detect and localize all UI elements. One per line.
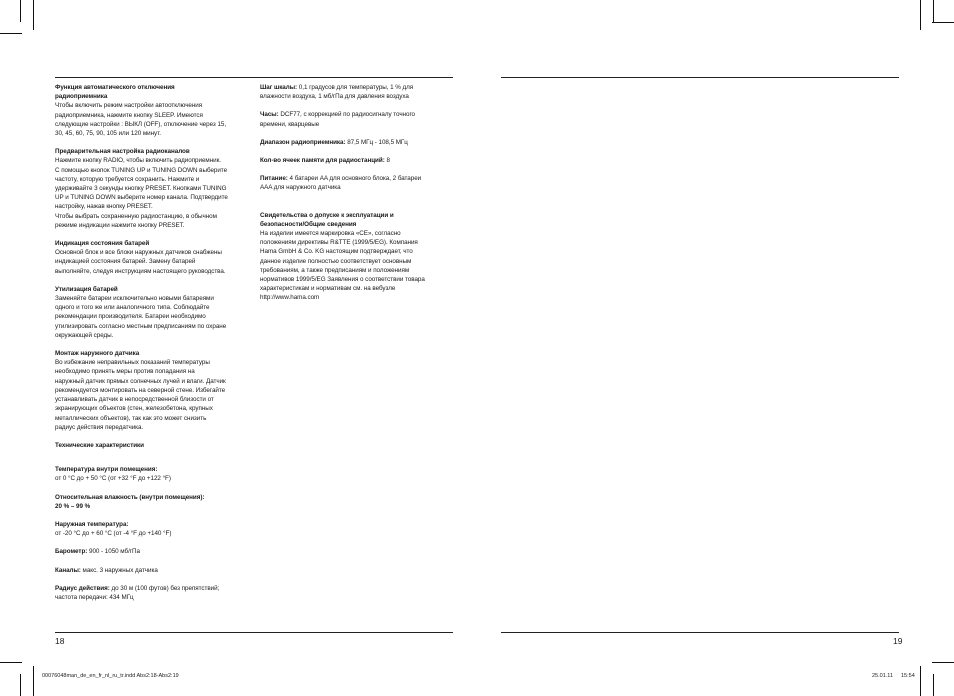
spec-label: Кол-во ячеек памяти для радиостанций:	[260, 157, 385, 165]
spec-power	[260, 174, 456, 192]
tech-section	[55, 441, 251, 450]
body-line: радиоприемника, нажмите кнопку SLEEP. Имеются	[55, 111, 203, 119]
spec-value: от -20 °C до + 60 °C (от -4 °F до +140 °F)	[55, 530, 172, 538]
body-line: металлических объектов), так как это может снизить	[55, 414, 207, 422]
spec-value: 4 батареи AA для основного блока, 2 батареи	[287, 175, 422, 183]
section-conformity	[260, 211, 456, 303]
section-title: Свидетельства о допуске к эксплуатации и	[260, 211, 394, 219]
body-line: утилизировать согласно местным предписаниям по охране	[55, 322, 227, 330]
body-line: Чтобы выбрать сохраненную радиостанцию, в обычном	[55, 212, 217, 220]
left-text-column	[55, 83, 251, 611]
spec-barometer	[55, 547, 251, 556]
body-line: На изделии имеется маркировка «CE», согласно	[260, 230, 401, 238]
spec-value: 900 - 1050 мб/гПа	[87, 548, 140, 556]
section-title: Монтаж наружного датчика	[55, 350, 140, 358]
spec-value: до 30 м (100 футов) без препятствий;	[109, 584, 220, 592]
crop-mark	[33, 666, 34, 696]
spec-value: 20 % – 99 %	[55, 502, 91, 510]
body-line: окружающей среды.	[55, 331, 114, 339]
spec-label: Радиус действия:	[55, 584, 110, 592]
body-line: нормативов 1999/5/EG Заявления о соответствии товара	[260, 276, 425, 284]
crop-mark	[933, 674, 934, 696]
spec-humidity	[55, 493, 251, 511]
header-rule-right	[501, 77, 899, 78]
spec-value: времени, кварцевые	[260, 120, 320, 128]
spec-value: 0,1 градусов для температуры, 1 % для	[297, 84, 414, 91]
spec-value: макс. 3 наружных датчика	[80, 566, 158, 574]
spec-label: Питание:	[260, 175, 288, 183]
body-line: наружный датчик прямых солнечных лучей и влаги. Датчик	[55, 377, 226, 385]
spec-value: частота передачи: 434 МГц	[55, 593, 134, 601]
spec-radio-band	[260, 138, 456, 147]
spec-value: AAA для наружного датчика	[260, 184, 341, 192]
body-line: одного и того же или аналогичного типа. Соблюдайте	[55, 304, 210, 312]
crop-mark	[932, 662, 954, 663]
page-number-left: 18	[55, 636, 65, 646]
body-line: режиме индикации нажмите кнопку PRESET.	[55, 221, 185, 229]
body-line: данное изделие полностью соответствует основным	[260, 257, 412, 265]
footer-rule-left	[55, 632, 453, 633]
body-line: рекомендации производителя. Батареи необходимо	[55, 313, 206, 321]
crop-mark	[933, 0, 934, 22]
crop-mark	[20, 674, 21, 696]
body-line: характеристикам и нормативам см. на вебузле	[260, 285, 396, 293]
body-line: требованиям, а также предписаниям и положениям	[260, 266, 410, 274]
section-title: Утилизация батарей	[55, 285, 118, 293]
body-line: положениям директивы R&TTE (1999/5/EG). Компания	[260, 239, 418, 247]
crop-mark	[920, 666, 921, 696]
spec-value: 8	[384, 157, 390, 165]
body-line: UP и TUNING DOWN выберите номер канала. Подтвердите	[55, 194, 228, 202]
spec-resolution	[260, 83, 456, 101]
body-line: следующие настройки : ВЫКЛ (OFF), отключение через 15,	[55, 120, 227, 128]
section-title: радиоприемника	[55, 93, 108, 101]
crop-mark	[932, 22, 954, 23]
body-line: необходимо принять меры против попадания на	[55, 368, 195, 376]
body-line: выполняйте, следуя инструкциям настоящего руководства.	[55, 267, 226, 275]
section-title: Функция автоматического отключения	[55, 84, 175, 91]
body-line: Основной блок и все блоки наружных датчиков снабжены	[55, 249, 222, 257]
page-number-right: 19	[893, 636, 903, 646]
crop-mark	[33, 0, 34, 30]
spec-label: Барометр:	[55, 548, 88, 556]
spec-label: Наружная температура:	[55, 520, 129, 528]
body-line: настройку, нажав кнопку PRESET.	[55, 203, 153, 211]
body-line: Hama GmbH & Co. KG настоящим подтверждает, что	[260, 248, 413, 256]
body-line: С помощью кнопок TUNING UP и TUNING DOWN выберите	[55, 166, 228, 174]
section-auto-off	[55, 83, 251, 138]
middle-text-column	[260, 83, 456, 312]
body-line: Во избежание неправильных показаний температуры	[55, 359, 210, 367]
section-title: Индикация состояния батарей	[55, 240, 150, 248]
spec-value: влажности воздуха, 1 мб/гПа для давления воздуха	[260, 93, 409, 101]
spec-value: 87,5 МГц - 108,5 МГц	[345, 138, 408, 146]
crop-mark	[920, 0, 921, 30]
body-line: Чтобы включить режим настройки автоотключения	[55, 102, 203, 110]
body-line: устанавливать датчик в непосредственной близости от	[55, 396, 214, 404]
section-battery-disposal	[55, 285, 251, 340]
body-line: 30, 45, 60, 75, 90, 105 или 120 минут.	[55, 130, 161, 138]
spec-memory-slots	[260, 156, 456, 165]
body-line: рекомендуется монтировать на северной стене. Избегайте	[55, 386, 226, 394]
body-line: Заменяйте батареи исключительно новыми батареями	[55, 295, 214, 303]
body-line: Нажмите кнопку RADIO, чтобы включить радиоприемник.	[55, 157, 222, 165]
crop-mark	[0, 33, 22, 34]
spec-value: от 0 °C до + 50 °C (от +32 °F до +122 °F)	[55, 475, 171, 483]
spec-value: DCF77, с коррекцией по радиосигналу точного	[278, 111, 416, 119]
spec-label: Температура внутри помещения:	[55, 466, 158, 474]
spec-label: Каналы:	[55, 566, 81, 574]
spec-label: Часы:	[260, 111, 279, 119]
footer-file-info: 00076048man_de_en_fr_nl_ru_tr.indd Abs2:18-Abs2:19	[42, 673, 179, 679]
spec-outdoor-temp	[55, 520, 251, 538]
spec-clock	[260, 110, 456, 128]
body-line: частоту, которую требуется сохранить. Нажмите и	[55, 175, 200, 183]
section-presets	[55, 147, 251, 230]
spec-indoor-temp	[55, 465, 251, 483]
footer-rule-right	[501, 632, 899, 633]
spec-label: Диапазон радиоприемника:	[260, 138, 346, 146]
section-title: Предварительная настройка радиоканалов	[55, 148, 190, 156]
crop-mark	[20, 0, 21, 22]
website-link: http://www.hama.com	[260, 294, 320, 302]
body-line: экранирующих объектов (стен, железобетона, крупных	[55, 405, 213, 413]
spec-channels	[55, 566, 251, 575]
section-title: безопасности/Общие сведения	[260, 220, 357, 228]
section-sensor-mounting	[55, 349, 251, 432]
section-battery-status	[55, 239, 251, 276]
footer-time: 15:54	[901, 673, 915, 679]
crop-mark	[0, 662, 22, 663]
header-rule-left	[55, 77, 453, 78]
footer-date: 25.01.11	[872, 673, 894, 679]
body-line: индикацией состояния батарей. Замену батарей	[55, 258, 196, 266]
body-line: удерживайте 3 секунды кнопку PRESET. Кнопками TUNING	[55, 185, 227, 193]
tech-heading: Технические характеристики	[55, 441, 144, 449]
spec-label: Шаг шкалы:	[260, 84, 298, 91]
spec-range	[55, 584, 251, 602]
spec-label: Относительная влажность (внутри помещения):	[55, 493, 205, 501]
body-line: радиус действия передатчика.	[55, 423, 144, 431]
